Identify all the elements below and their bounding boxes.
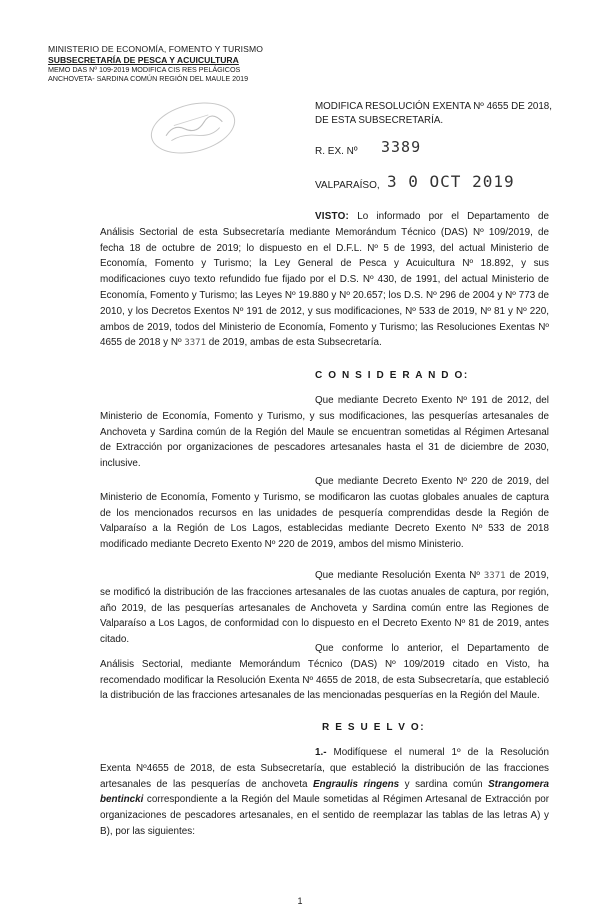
considerando-paragraph-2: Que mediante Decreto Exento Nº 220 de 2019, del Ministerio de Economía, Fomento y Turismo, se modificaron las cuotas globales anuales de captura de los mencionados recursos en las unidades de pesquería comprendidas desde la Región de Valparaíso a la Región de Los Lagos, establecidas mediante Decreto Exento Nº 533 de 2018 modificado mediante Decreto Exento Nº 220 de 2019, ambos del mismo Ministerio. xyxy=(100,476,549,551)
visto-paragraph xyxy=(100,209,549,352)
resolution-label: R. EX. Nº xyxy=(315,146,358,157)
considerando-heading: C O N S I D E R A N D O: xyxy=(315,370,469,381)
r1-part-c: correspondiente a la Región del Maule sometidas al Régimen Artesanal de Extracción por organizaciones de pescadores artesanales, en el sentido de reemplazar las tablas de las letras A) y B), por las siguientes: xyxy=(100,794,550,837)
r1-part-b: y sardina común xyxy=(404,778,483,790)
resuelvo-paragraph-1 xyxy=(100,745,549,840)
c3-part-a: Que mediante Resolución Exenta Nº xyxy=(315,570,481,581)
r1-part-a: Modifíquese el numeral 1º de la Resolución Exenta Nº4655 de 2018, de esta Subsecretaría, que estableció la distribución de las fracciones artesanales de las pesquerías de anchoveta xyxy=(100,747,550,790)
ministry-name: MINISTERIO DE ECONOMÍA, FOMENTO Y TURISMO xyxy=(48,44,263,54)
considerando-paragraph-4: Que conforme lo anterior, el Departamento de Análisis Sectorial, mediante Memorándum Técnico (DAS) Nº 109/2019 citado en Visto, ha recomendado modificar la Resolución Exenta Nº 4655 de 2018, de esta Subsecretaría, que estableció la distribución de las fracciones artesanales de las mencionadas pesquerías en la Región del Maule. xyxy=(100,643,549,702)
species-sardina: Strangomera bentincki xyxy=(100,778,550,806)
resuelvo-heading: R E S U E L V O: xyxy=(322,722,426,733)
title-line-2: DE ESTA SUBSECRETARÍA. xyxy=(315,115,444,126)
visto-tail: de 2019, ambas de esta Subsecretaría. xyxy=(208,337,382,349)
visto-heading: VISTO: xyxy=(315,211,349,222)
stamp-scribble-icon xyxy=(147,96,240,161)
place-label: VALPARAÍSO, xyxy=(315,180,380,191)
official-stamp xyxy=(145,94,240,161)
c3-handwritten-number: 3371 xyxy=(483,571,506,581)
c3-part-b: de 2019, se modificó la distribución de las fracciones artesanales de las cuotas anuales de captura, por región, año 2019, de las pesquerías artesanales de Anchoveta y Sardina común entre las Regiones de Valparaíso a Los Lagos, de conformidad con lo dispuesto en el Decreto Exento Nº 81 de 2019, antes citado. xyxy=(100,570,549,646)
memo-reference: MEMO DAS Nº 109-2019 MODIFICA CIS RES PELÁGICOS xyxy=(48,65,241,74)
memo-subject: ANCHOVETA- SARDINA COMÚN REGIÓN DEL MAULE 2019 xyxy=(48,74,249,83)
resolution-number: 3389 xyxy=(381,138,422,156)
page-number: 1 xyxy=(297,896,303,906)
subsecretaria-name: SUBSECRETARÍA DE PESCA Y ACUICULTURA xyxy=(48,54,239,65)
article-number: 1.- xyxy=(315,747,327,758)
title-line-1: MODIFICA RESOLUCIÓN EXENTA Nº 4655 DE 2018, xyxy=(315,101,552,112)
letterhead xyxy=(48,44,263,83)
visto-body: Lo informado por el Departamento de Análisis Sectorial de esta Subsecretaría mediante Memorándum Técnico (DAS) Nº 109/2019, de fecha 18 de octubre de 2019; lo dispuesto en el D.F.L. Nº 5 de 1993, del actual Ministerio de Economía, Fomento y Turismo; la Ley General de Pesca y Acuicultura Nº 18.892, y sus modificaciones cuyo texto refundido fue fijado por el D.S. Nº 430, de 1991, del actual Ministerio de Economía, Fomento y Turismo; las Leyes Nº 19.880 y Nº 20.657; los D.S. Nº 296 de 2004 y Nº 773 de 2010, y los Decretos Exentos Nº 191 de 2012, y sus modificaciones, Nº 533 de 2019, Nº 81 y Nº 220, ambos de 2019, todos del Ministerio de Economía, Fomento y Turismo; las Resoluciones Exentas Nº 4655 de 2018 y Nº xyxy=(100,211,549,349)
handwritten-number: 3371 xyxy=(184,338,207,349)
considerando-paragraph-3 xyxy=(100,568,549,648)
resolution-date: 3 0 OCT 2019 xyxy=(387,172,515,191)
considerando-paragraph-1: Que mediante Decreto Exento Nº 191 de 2012, del Ministerio de Economía, Fomento y Turismo, y sus modificaciones, las pesquerías artesanales de Anchoveta y Sardina común de la Región del Maule se encuentran sometidas al Régimen Artesanal de Extracción por organizaciones de pescadores artesanales hasta el 31 de diciembre de 2030, inclusive. xyxy=(100,395,549,470)
document-title xyxy=(315,100,565,128)
species-anchoveta: Engraulis ringens xyxy=(313,778,400,790)
